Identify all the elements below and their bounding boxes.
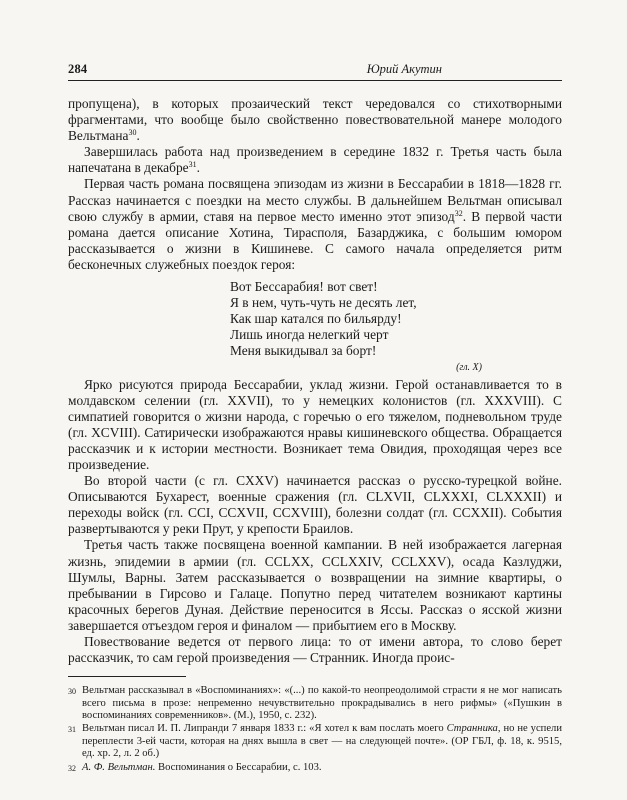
footnote-divider xyxy=(68,676,186,677)
paragraph: пропущена), в которых прозаический текст чередовался со стихотворными фрагментами, что вообще было свойственно повествовательной манере молодого Вельтмана$^{30}$. xyxy=(68,96,562,144)
verse-quote xyxy=(230,279,562,359)
footnote-ref: 31 xyxy=(188,160,197,170)
paragraph: Завершилась работа над произведением в середине 1832 г. Третья часть была напечатана в декабре$^{31}$. xyxy=(68,144,562,176)
paragraph: Во второй части (с гл. CXXV) начинается рассказ о русско-турецкой войне. Описываются Бухарест, военные сражения (гл. CLXVII, CLXXXI, CLXXXII) и переходы войск (гл. CCI, CCXVII, CCXVIII), болезни солдат (гл. CCXXII). События развертываются у реки Прут, у крепости Браилов. xyxy=(68,473,562,537)
paragraph: Первая часть романа посвящена эпизодам из жизни в Бессарабии в 1818—1828 гг. Рассказ начинается с поездки на место службы. В дальнейшем Вельтман описывал свою службу в армии, ставя на первое место именно этот эпизод$^{32}$. В первой части романа дается описание Хотина, Тирасполя, Базарджика, с большим юмором рассказывается о жизни в Кишиневе. С самого начала определяется ритм бесконечных служебных поездок героя: xyxy=(68,176,562,272)
verse-source: (гл. X) xyxy=(456,361,482,373)
book-page xyxy=(68,62,562,776)
footnote-text: Вельтман рассказывал в «Воспоминаниях»: «(...) по какой-то неопреодолимой страсти я не мог написать всего письма в прозе: непременно нечувствительно прокрадывались в него рифмы» («Пушкин в воспоминаниях современников». (М.), 1950, с. 232). xyxy=(82,685,562,721)
footnote xyxy=(68,723,562,760)
paragraph: Ярко рисуются природа Бессарабии, уклад жизни. Герой останавливается то в молдавском селении (гл. XXVII), то у немецких колонистов (гл. XXXVIII). С симпатией говорится о жизни народа, с горечью о его тяжелом, подневольном труде (гл. XCVIII). Сатирически изображаются нравы кишиневского общества. Обращается рассказчик и к истории местности. Возникает тема Овидия, проходящая через все произведение. xyxy=(68,376,562,472)
paragraph: Повествование ведется от первого лица: то от имени автора, то слово берет рассказчик, то сам герой произведения — Странник. Иногда проис- xyxy=(68,634,562,666)
main-text xyxy=(68,96,562,666)
footnote-text: Вельтман писал И. П. Липранди 7 января 1833 г.: «Я хотел к вам послать моего Странника, но не успели переплести 3-ей части, которая на днях вышла в свет — на следующей почте». (ОР ГБЛ, ф. 18, к. 9515, ед. хр. 2, л. 2 об.) xyxy=(82,723,562,760)
footnote-number: 31 xyxy=(68,725,76,735)
verse-line: Лишь иногда нелегкий черт xyxy=(230,327,389,343)
footnote xyxy=(68,685,562,722)
footnote xyxy=(68,762,562,775)
footnote-text: А. Ф. Вельтман. Воспоминания о Бессарабии, с. 103. xyxy=(82,761,322,773)
footnote-ref: 32 xyxy=(454,208,463,218)
paragraph: Третья часть также посвящена военной кампании. В ней изображается лагерная жизнь, эпидемии в армии (гл. CCLXX, CCLXXIV, CCLXXV), осада Казлуджи, Шумлы, Варны. Затем рассказывается о возвращении на зимние квартиры, о пребывании в Гирсово и Галаце. Попутно перед читателем возникают картины красочных берегов Дуная. Действие переносится в Яссы. Рассказ о ясской жизни завершается отъездом героя и финалом — прибытием его в Москву. xyxy=(68,537,562,633)
footnote-ref: 30 xyxy=(128,128,137,138)
verse-line: Меня выкидывал за борт! xyxy=(230,343,377,359)
verse-line: Вот Бессарабия! вот свет! xyxy=(230,279,378,295)
page-header xyxy=(68,62,562,81)
footnotes xyxy=(68,685,562,775)
verse-line: Я в нем, чуть-чуть не десять лет, xyxy=(230,295,417,311)
verse-line: Как шар катался по бильярду! xyxy=(230,311,402,327)
footnote-number: 32 xyxy=(68,763,76,773)
page-number: 284 xyxy=(68,62,88,76)
footnote-number: 30 xyxy=(68,687,76,697)
running-title: Юрий Акутин xyxy=(366,62,442,76)
